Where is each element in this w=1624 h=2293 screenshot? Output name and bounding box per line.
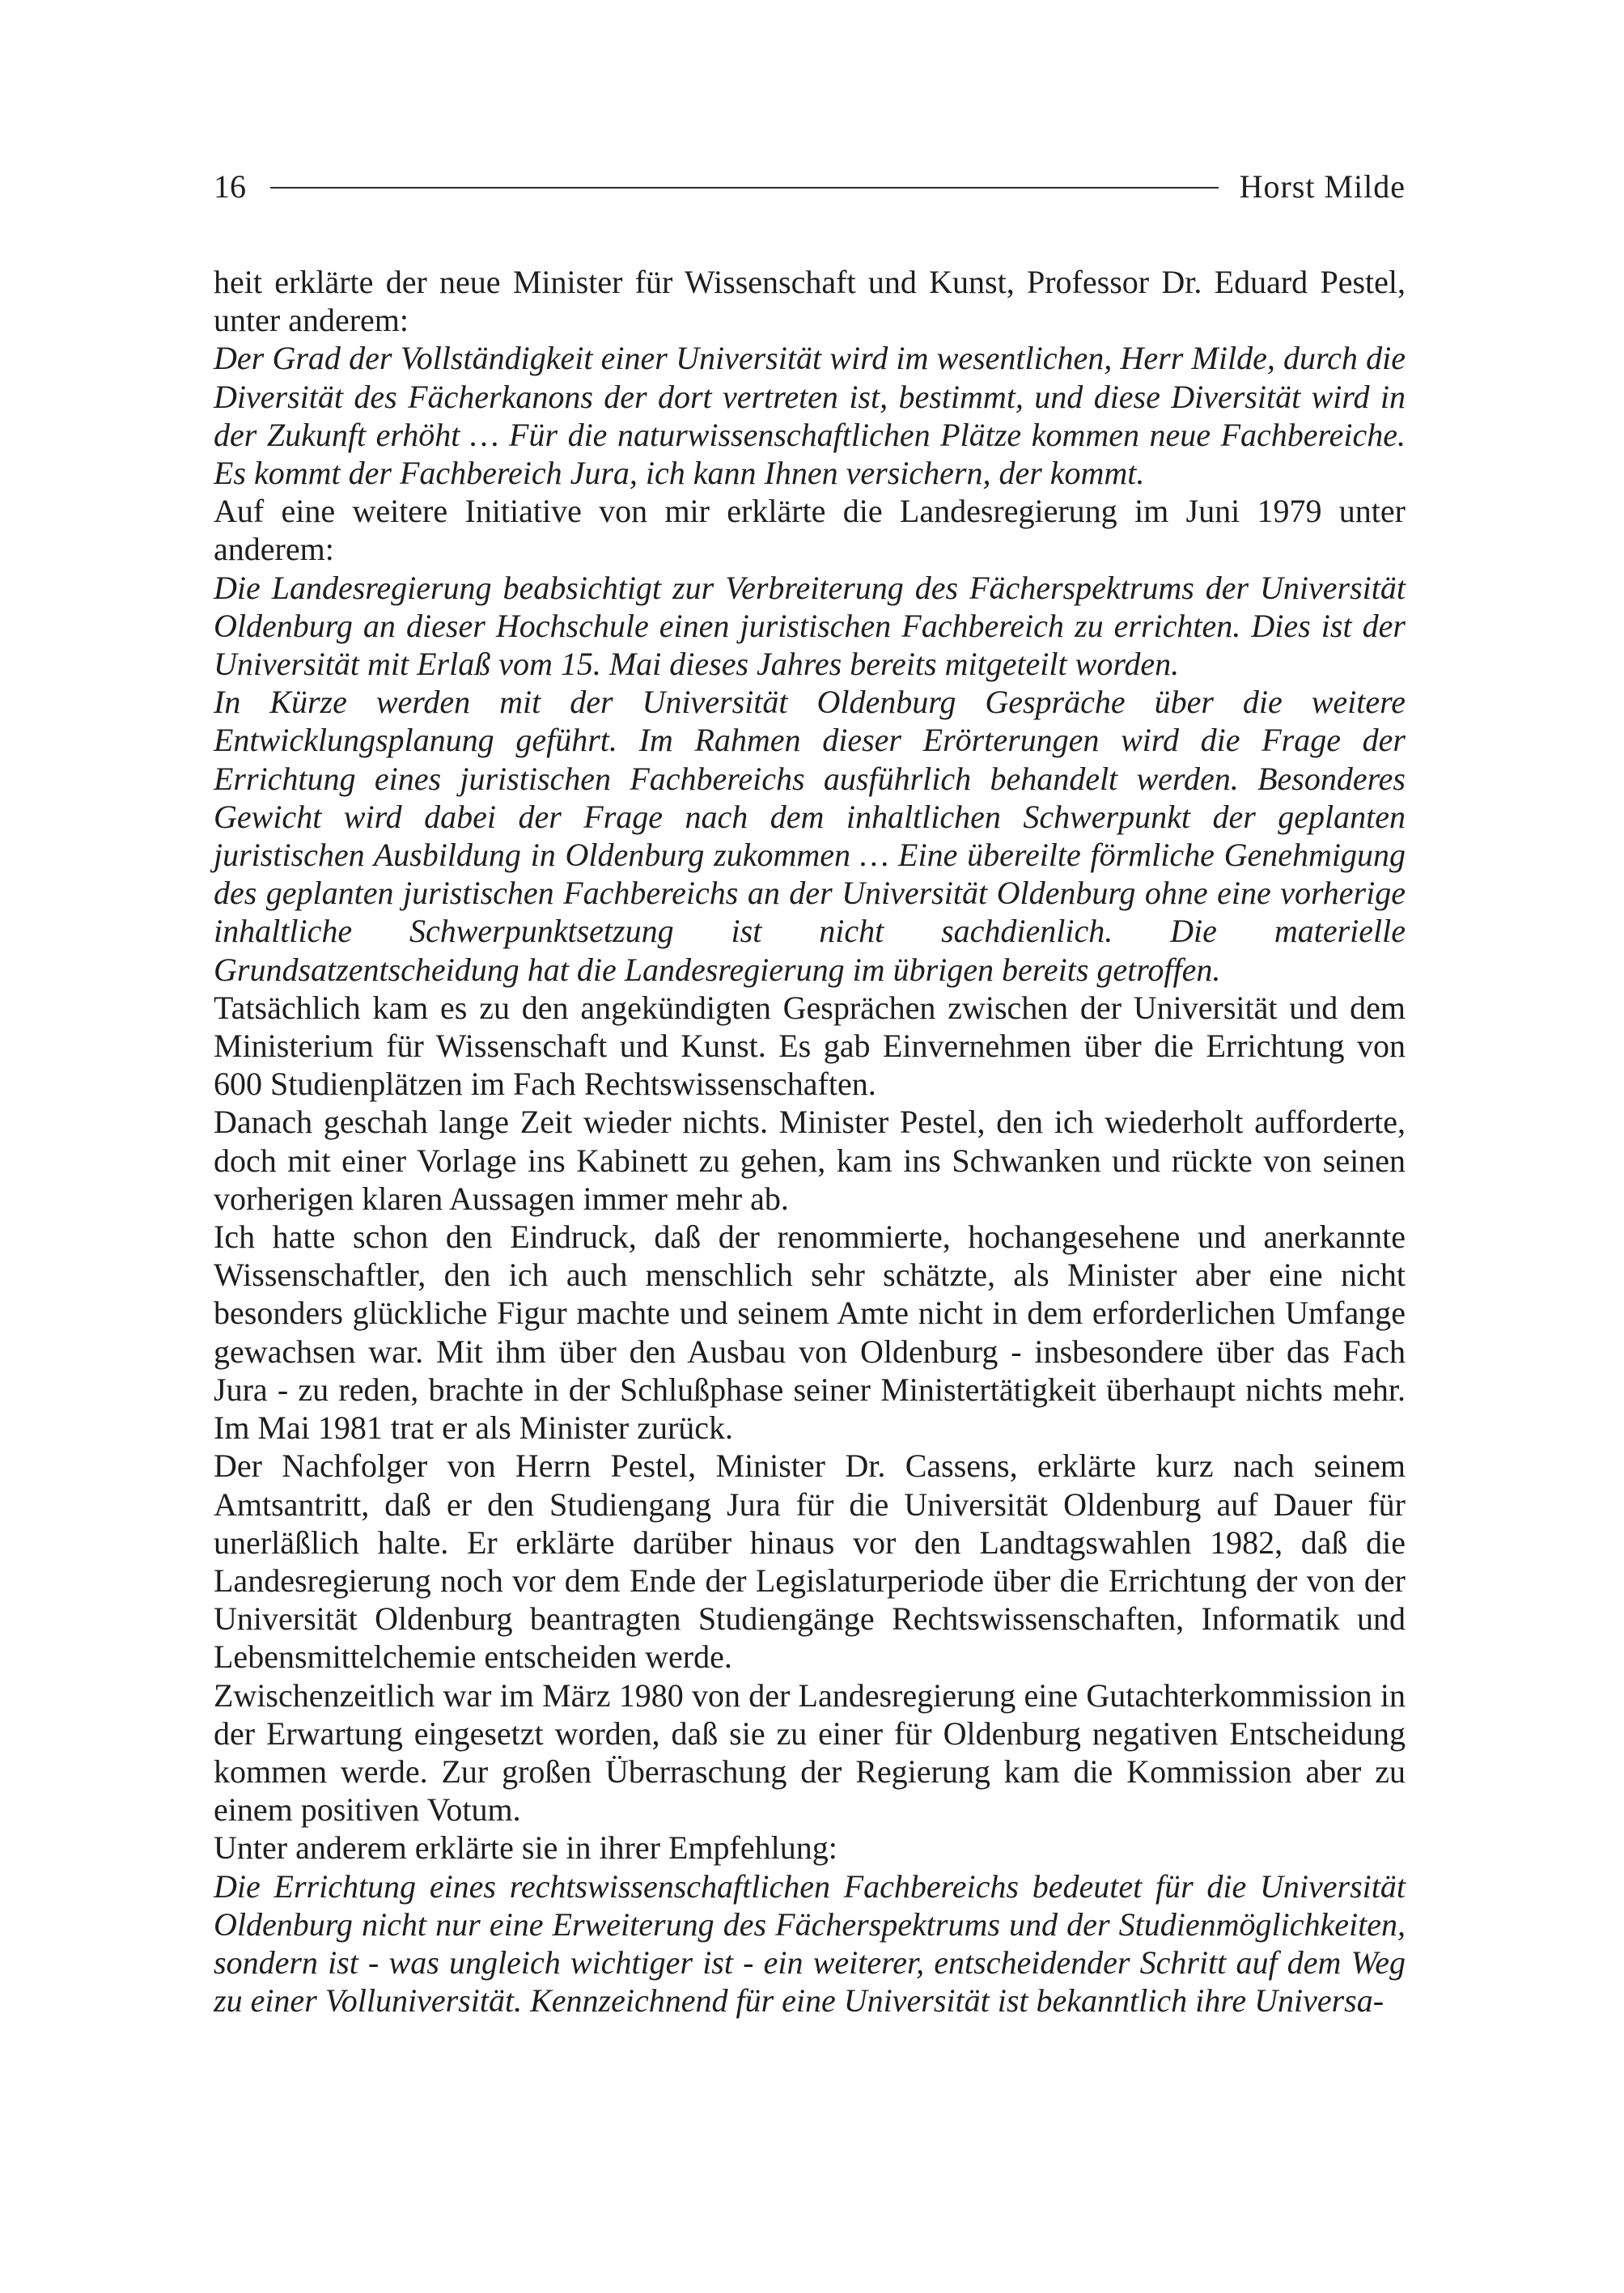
page-number: 16: [214, 167, 246, 205]
quotation: In Kürze werden mit der Universität Oldenburg Gespräche über die weitere Entwicklungsplanung geführt. Im Rahmen dieser Erörterungen wird die Frage der Errichtung eines juristischen Fachbereichs ausführlich behandelt werden. Besonderes Gewicht wird dabei der Frage nach dem inhaltlichen Schwerpunkt der geplanten juristischen Ausbildung in Oldenburg zukommen … Eine übereilte förmliche Genehmigung des geplanten juristischen Fachbereichs an der Universität Oldenburg ohne eine vorherige inhaltliche Schwerpunktsetzung ist nicht sachdienlich. Die materielle Grundsatzentscheidung hat die Landesregierung im übrigen bereits getroffen.: [214, 684, 1406, 988]
paragraph: Ich hatte schon den Eindruck, daß der renommierte, hochangesehene und anerkannte Wissenschaftler, den ich auch menschlich sehr schätzte, als Minister aber eine nicht besonders glückliche Figur machte und seinem Amte nicht in dem erforderlichen Umfange gewachsen war. Mit ihm über den Ausbau von Oldenburg - insbesondere über das Fach Jura - zu reden, brachte in der Schlußphase seiner Ministertätigkeit überhaupt nichts mehr. Im Mai 1981 trat er als Minister zurück.: [214, 1219, 1406, 1447]
quotation: Der Grad der Vollständigkeit einer Universität wird im wesentlichen, Herr Milde, durch die Diversität des Fächerkanons der dort vertreten ist, bestimmt, und diese Diversität wird in der Zukunft erhöht … Für die naturwissenschaftlichen Plätze kommen neue Fachbereiche. Es kommt der Fachbereich Jura, ich kann Ihnen versichern, der kommt.: [214, 340, 1406, 492]
running-head-author: Horst Milde: [1239, 167, 1406, 205]
quotation: Die Errichtung eines rechtswissenschaftlichen Fachbereichs bedeutet für die Universität Oldenburg nicht nur eine Erweiterung des Fächerspektrums und der Studienmöglichkeiten, sondern ist - was ungleich wichtiger ist - ein weiterer, entscheidender Schritt auf dem Weg zu einer Volluniversität. Kennzeichnend für eine Universität ist bekanntlich ihre Universa-: [214, 1867, 1406, 2020]
paragraph: Tatsächlich kam es zu den angekündigten Gesprächen zwischen der Universität und dem Ministerium für Wissenschaft und Kunst. Es gab Einvernehmen über die Errichtung von 600 Studienplätzen im Fach Rechtswissenschaften.: [214, 989, 1406, 1103]
paragraph: Zwischenzeitlich war im März 1980 von der Landesregierung eine Gutachterkommission in der Erwartung eingesetzt worden, daß sie zu einer für Oldenburg negativen Entscheidung kommen werde. Zur großen Überraschung der Regierung kam die Kommission aber zu einem positiven Votum.: [214, 1676, 1406, 1829]
body-text: [214, 263, 1406, 2020]
paragraph: Unter anderem erklärte sie in ihrer Empfehlung:: [214, 1829, 837, 1867]
quotation: Die Landesregierung beabsichtigt zur Verbreiterung des Fächerspektrums der Universität Oldenburg an dieser Hochschule einen juristischen Fachbereich zu errichten. Dies ist der Universität mit Erlaß vom 15. Mai dieses Jahres bereits mitgeteilt worden.: [214, 569, 1406, 683]
paragraph: Danach geschah lange Zeit wieder nichts. Minister Pestel, den ich wiederholt aufforderte, doch mit einer Vorlage ins Kabinett zu gehen, kam ins Schwanken und rückte von seinen vorherigen klaren Aussagen immer mehr ab.: [214, 1104, 1406, 1217]
header-rule: [270, 187, 1219, 189]
paragraph: Auf eine weitere Initiative von mir erklärte die Landesregierung im Juni 1979 unter anderem:: [214, 493, 1406, 568]
running-header: [214, 162, 1406, 210]
paragraph: heit erklärte der neue Minister für Wissenschaft und Kunst, Professor Dr. Eduard Pestel, unter anderem:: [214, 264, 1406, 339]
paragraph: Der Nachfolger von Herrn Pestel, Minister Dr. Cassens, erklärte kurz nach seinem Amtsantritt, daß er den Studiengang Jura für die Universität Oldenburg auf Dauer für unerläßlich halte. Er erklärte darüber hinaus vor den Landtagswahlen 1982, daß die Landesregierung noch vor dem Ende der Legislaturperiode über die Errichtung der von der Universität Oldenburg beantragten Studiengänge Rechtswissenschaften, Informatik und Lebensmittelchemie entscheiden werde.: [214, 1447, 1406, 1676]
